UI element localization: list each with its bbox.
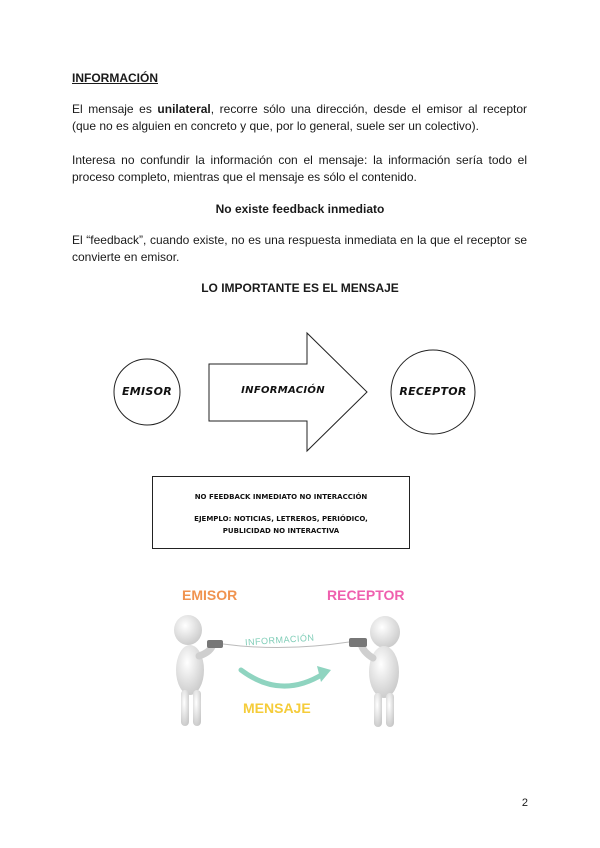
receiver-can	[349, 638, 367, 647]
keyword-unilateral: unilateral	[157, 102, 211, 116]
paragraph-unilateral-start: El mensaje es	[72, 102, 158, 116]
paragraph-feedback: El “feedback”, cuando existe, no es una respuesta inmediata en la que el receptor se convierte en emisor.	[72, 233, 527, 264]
note-box-line2: EJEMPLO: NOTICIAS, LETREROS, PERIÓDICO, PUBLICIDAD NO INTERACTIVA	[194, 515, 368, 535]
illustration-sender-label: EMISOR	[182, 587, 238, 603]
subheading-feedback: No existe feedback inmediato	[215, 202, 385, 216]
illustration-receiver-label: RECEPTOR	[327, 587, 405, 603]
diagram-sender-label: EMISOR	[121, 385, 173, 398]
communication-illustration	[163, 578, 430, 730]
paragraph-informacion: Interesa no confundir la información con el mensaje: la información sería todo el proceso completo, mientras que el mensaje es sólo el contenido.	[72, 153, 527, 184]
sender-can	[207, 640, 223, 648]
receiver-figure	[349, 616, 400, 727]
diagram-receiver-label: RECEPTOR	[399, 385, 467, 398]
message-arrowhead	[317, 666, 331, 682]
note-box-line1: NO FEEDBACK INMEDIATO NO INTERACCIÓN	[194, 493, 368, 501]
section-title: LO IMPORTANTE ES EL MENSAJE	[201, 281, 399, 295]
section-heading: INFORMACIÓN	[72, 71, 158, 85]
sender-figure	[174, 615, 223, 726]
page-number: 2	[521, 797, 528, 809]
illustration-figures	[163, 578, 430, 730]
note-box	[152, 476, 410, 549]
diagram-arrow-label: INFORMACIÓN	[241, 385, 325, 396]
message-arrow	[241, 670, 323, 686]
paragraph-unilateral-end: , recorre sólo una dirección, desde el emisor al receptor (que no es alguien en concreto y que, por lo general, suele ser un colectivo).	[72, 102, 527, 133]
illustration-message-label: MENSAJE	[243, 700, 311, 716]
illustration-channel-label: INFORMACIÓN	[244, 632, 315, 648]
